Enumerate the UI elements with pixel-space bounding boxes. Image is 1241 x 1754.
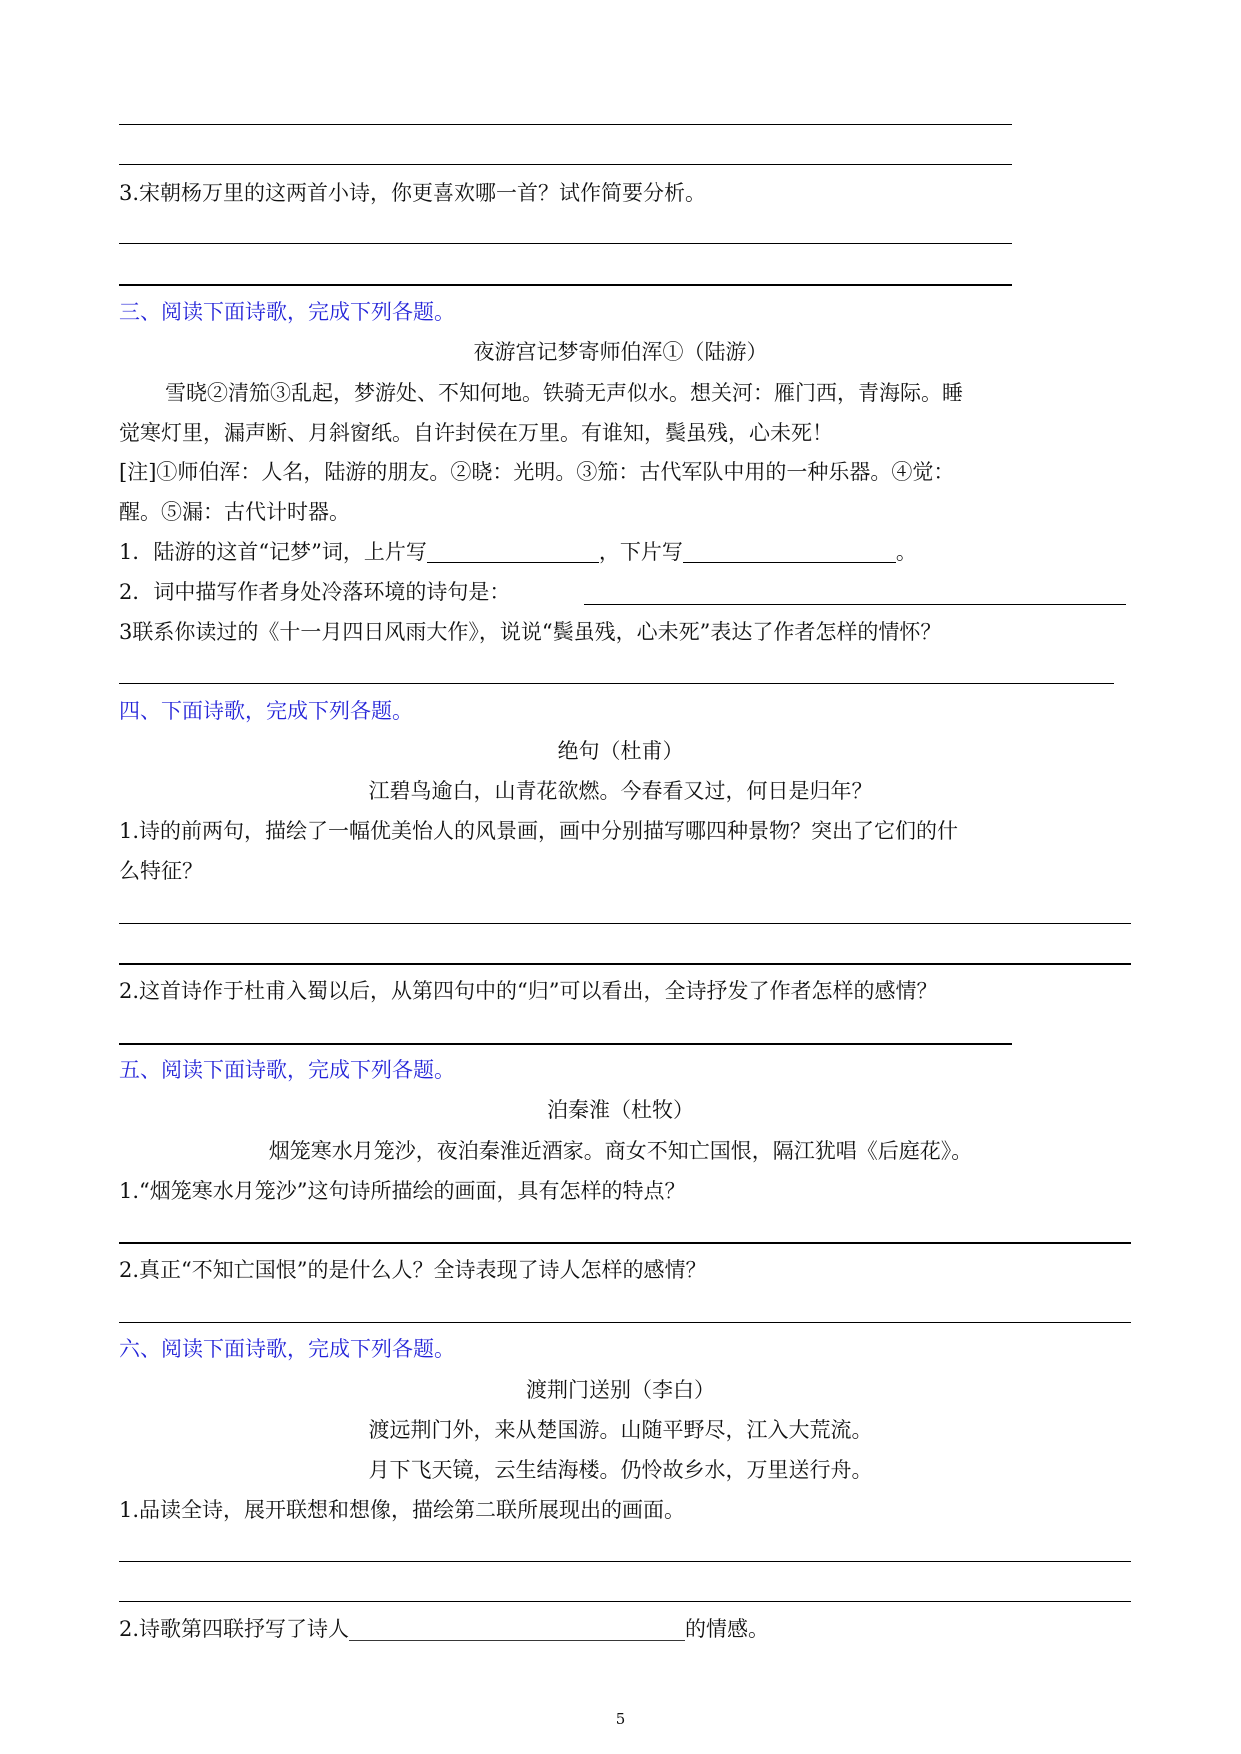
poem-title: 渡荆门送别（李白） bbox=[526, 1378, 715, 1402]
question-text bbox=[119, 542, 917, 563]
poem-title: 绝句（杜甫） bbox=[557, 739, 684, 763]
section-heading: 四、下面诗歌，完成下列各题。 bbox=[119, 699, 413, 723]
fill-in-blank[interactable] bbox=[683, 542, 896, 563]
section-heading: 五、阅读下面诗歌，完成下列各题。 bbox=[119, 1058, 455, 1082]
answer-line bbox=[119, 1242, 1131, 1244]
answer-line bbox=[119, 963, 1131, 965]
poem-title: 泊秦淮（杜牧） bbox=[547, 1098, 694, 1122]
poem-line: 月下飞天镜，云生结海楼。仍怜故乡水，万里送行舟。 bbox=[368, 1458, 873, 1482]
poem-line: 江碧鸟逾白，山青花欲燃。今春看又过，何日是归年？ bbox=[368, 779, 873, 803]
question-text: 1.品读全诗，展开联想和想像，描绘第二联所展现出的画面。 bbox=[119, 1498, 686, 1522]
question-text: 么特征？ bbox=[119, 859, 203, 883]
annotation-note: [注]①师伯浑：人名，陆游的朋友。②晓：光明。③笳：古代军队中用的一种乐器。④觉： bbox=[119, 460, 955, 484]
question-text: 3联系你读过的《十一月四日风雨大作》，说说“鬓虽残，心未死”表达了作者怎样的情怀？ bbox=[119, 620, 942, 644]
poem-title: 夜游宫记梦寄师伯浑①（陆游） bbox=[473, 340, 768, 364]
answer-line bbox=[119, 1322, 1131, 1323]
section-heading: 六、阅读下面诗歌，完成下列各题。 bbox=[119, 1337, 455, 1361]
question-prefix: 1．陆游的这首“记梦”词，上片写 bbox=[119, 540, 427, 564]
answer-line bbox=[119, 284, 1012, 286]
answer-line bbox=[119, 164, 1012, 165]
question-text: 3.宋朝杨万里的这两首小诗，你更喜欢哪一首？试作简要分析。 bbox=[119, 181, 707, 205]
page-number: 5 bbox=[615, 1710, 626, 1728]
answer-line bbox=[119, 243, 1012, 244]
question-end: 。 bbox=[895, 540, 917, 564]
poem-line: 雪晓②清笳③乱起，梦游处、不知何地。铁骑无声似水。想关河：雁门西，青海际。睡 bbox=[165, 381, 963, 405]
poem-line: 烟笼寒水月笼沙，夜泊秦淮近酒家。商女不知亡国恨，隔江犹唱《后庭花》。 bbox=[268, 1139, 973, 1163]
question-text: 2.诗歌第四联抒写了诗人________________________________的情感。 bbox=[119, 1617, 770, 1641]
poem-line: 觉寒灯里，漏声断、月斜窗纸。自许封侯在万里。有谁知，鬓虽残，心未死！ bbox=[119, 421, 833, 445]
answer-line bbox=[119, 923, 1131, 924]
question-text: 2．词中描写作者身处冷落环境的诗句是： bbox=[119, 580, 511, 604]
question-text: 2.真正“不知亡国恨”的是什么人？全诗表现了诗人怎样的感情？ bbox=[119, 1258, 707, 1282]
question-mid: ，下片写 bbox=[598, 540, 683, 564]
fill-in-blank[interactable] bbox=[427, 542, 599, 563]
question-text: 1.“烟笼寒水月笼沙”这句诗所描绘的画面，具有怎样的特点？ bbox=[119, 1179, 686, 1203]
answer-line bbox=[119, 1043, 1012, 1045]
annotation-note: 醒。⑤漏：古代计时器。 bbox=[119, 500, 350, 524]
answer-line bbox=[119, 1601, 1131, 1602]
poem-line: 渡远荆门外，来从楚国游。山随平野尽，江入大荒流。 bbox=[368, 1418, 873, 1442]
answer-line bbox=[119, 683, 1114, 684]
section-heading: 三、阅读下面诗歌，完成下列各题。 bbox=[119, 300, 455, 324]
question-text: 2.这首诗作于杜甫入蜀以后，从第四句中的“归”可以看出，全诗抒发了作者怎样的感情？ bbox=[119, 979, 938, 1003]
answer-line[interactable] bbox=[584, 604, 1126, 605]
answer-line bbox=[119, 1561, 1131, 1562]
question-text: 1.诗的前两句，描绘了一幅优美怡人的风景画，画中分别描写哪四种景物？突出了它们的什 bbox=[119, 819, 959, 843]
answer-line bbox=[119, 124, 1012, 125]
